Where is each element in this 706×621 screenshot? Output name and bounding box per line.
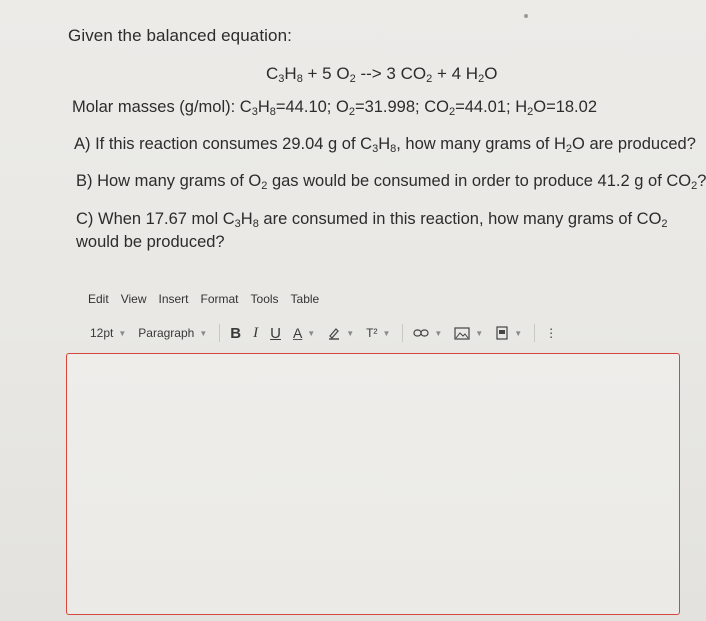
- menu-table[interactable]: Table: [290, 292, 320, 306]
- document-button[interactable]: [495, 326, 522, 340]
- chevron-down-icon: ▼: [434, 328, 443, 338]
- underline-button[interactable]: U: [270, 324, 281, 342]
- part-c-end: would be produced?: [76, 233, 225, 251]
- chevron-down-icon: ▼: [382, 328, 391, 338]
- toolbar-divider: [534, 324, 535, 342]
- italic-button[interactable]: I: [253, 324, 259, 341]
- balanced-equation: $C_3H_8 + 5$ $O_2$ --> 3 $CO_2 + 4$ $H_2O$: [266, 64, 498, 85]
- image-icon: [454, 327, 470, 340]
- document-icon: [495, 326, 509, 340]
- menu-edit[interactable]: Edit: [88, 292, 109, 306]
- part-a-mid: , how many grams of: [396, 135, 554, 153]
- superscript-button[interactable]: [366, 326, 390, 340]
- superscript-icon: T²: [366, 326, 378, 340]
- chevron-down-icon: ▼: [199, 328, 208, 338]
- molar-prefix: Molar masses (g/mol):: [72, 98, 240, 116]
- answer-text-area[interactable]: [66, 353, 680, 615]
- part-b-mid: gas would be consumed in order to produce 41.2 g of: [267, 172, 667, 190]
- question-part-a: A) If this reaction consumes 29.04 g of $C_3H_8$, how many grams of $H_2O$ are produced?: [74, 135, 696, 155]
- bold-button[interactable]: B: [230, 324, 242, 342]
- font-size-value: 12pt: [90, 326, 114, 340]
- image-button[interactable]: [454, 327, 483, 340]
- chevron-down-icon: ▼: [514, 328, 523, 338]
- highlighter-icon: [327, 326, 341, 340]
- part-a-end: are produced?: [584, 135, 696, 153]
- text-color-button[interactable]: [293, 325, 315, 341]
- part-c-prefix: C) When 17.67 mol: [76, 210, 223, 228]
- molar-masses: Molar masses (g/mol): $C_3H_8=44.10$; $O_2=31.998$; $CO_2=44.01$; $H_2O=18.02$: [72, 98, 597, 118]
- more-options-button[interactable]: ⋮: [545, 326, 558, 340]
- menu-view[interactable]: View: [120, 292, 147, 306]
- chevron-down-icon: ▼: [118, 328, 127, 338]
- menu-tools[interactable]: Tools: [250, 292, 279, 306]
- block-format-value: Paragraph: [138, 326, 195, 340]
- stray-dot: [524, 14, 528, 18]
- question-intro: Given the balanced equation:: [68, 26, 292, 45]
- part-c-mid: are consumed in this reaction, how many grams of: [258, 210, 637, 228]
- chevron-down-icon: ▼: [346, 328, 355, 338]
- text-color-icon: A: [292, 325, 303, 341]
- link-icon: [413, 327, 429, 339]
- question-part-c: C) When 17.67 mol $C_3H_8$ are consumed in this reaction, how many grams of $CO_2$ would be produced?: [76, 210, 668, 251]
- toolbar-divider: [402, 324, 403, 342]
- font-size-select[interactable]: [90, 326, 126, 340]
- chevron-down-icon: ▼: [307, 328, 316, 338]
- question-part-b: B) How many grams of $O_2$ gas would be consumed in order to produce 41.2 g of $CO_2$?: [76, 172, 706, 192]
- menu-insert[interactable]: Insert: [158, 292, 189, 306]
- highlight-color-button[interactable]: [327, 326, 354, 340]
- block-format-select[interactable]: [138, 326, 207, 340]
- toolbar-divider: [219, 324, 220, 342]
- menu-format[interactable]: Format: [200, 292, 239, 306]
- link-button[interactable]: [413, 327, 442, 339]
- chevron-down-icon: ▼: [475, 328, 484, 338]
- editor-toolbar: [90, 322, 569, 344]
- part-a-prefix: A) If this reaction consumes 29.04 g of: [74, 135, 361, 153]
- part-b-end: ?: [697, 172, 706, 190]
- part-b-prefix: B) How many grams of: [76, 172, 249, 190]
- editor-menubar: [88, 292, 319, 306]
